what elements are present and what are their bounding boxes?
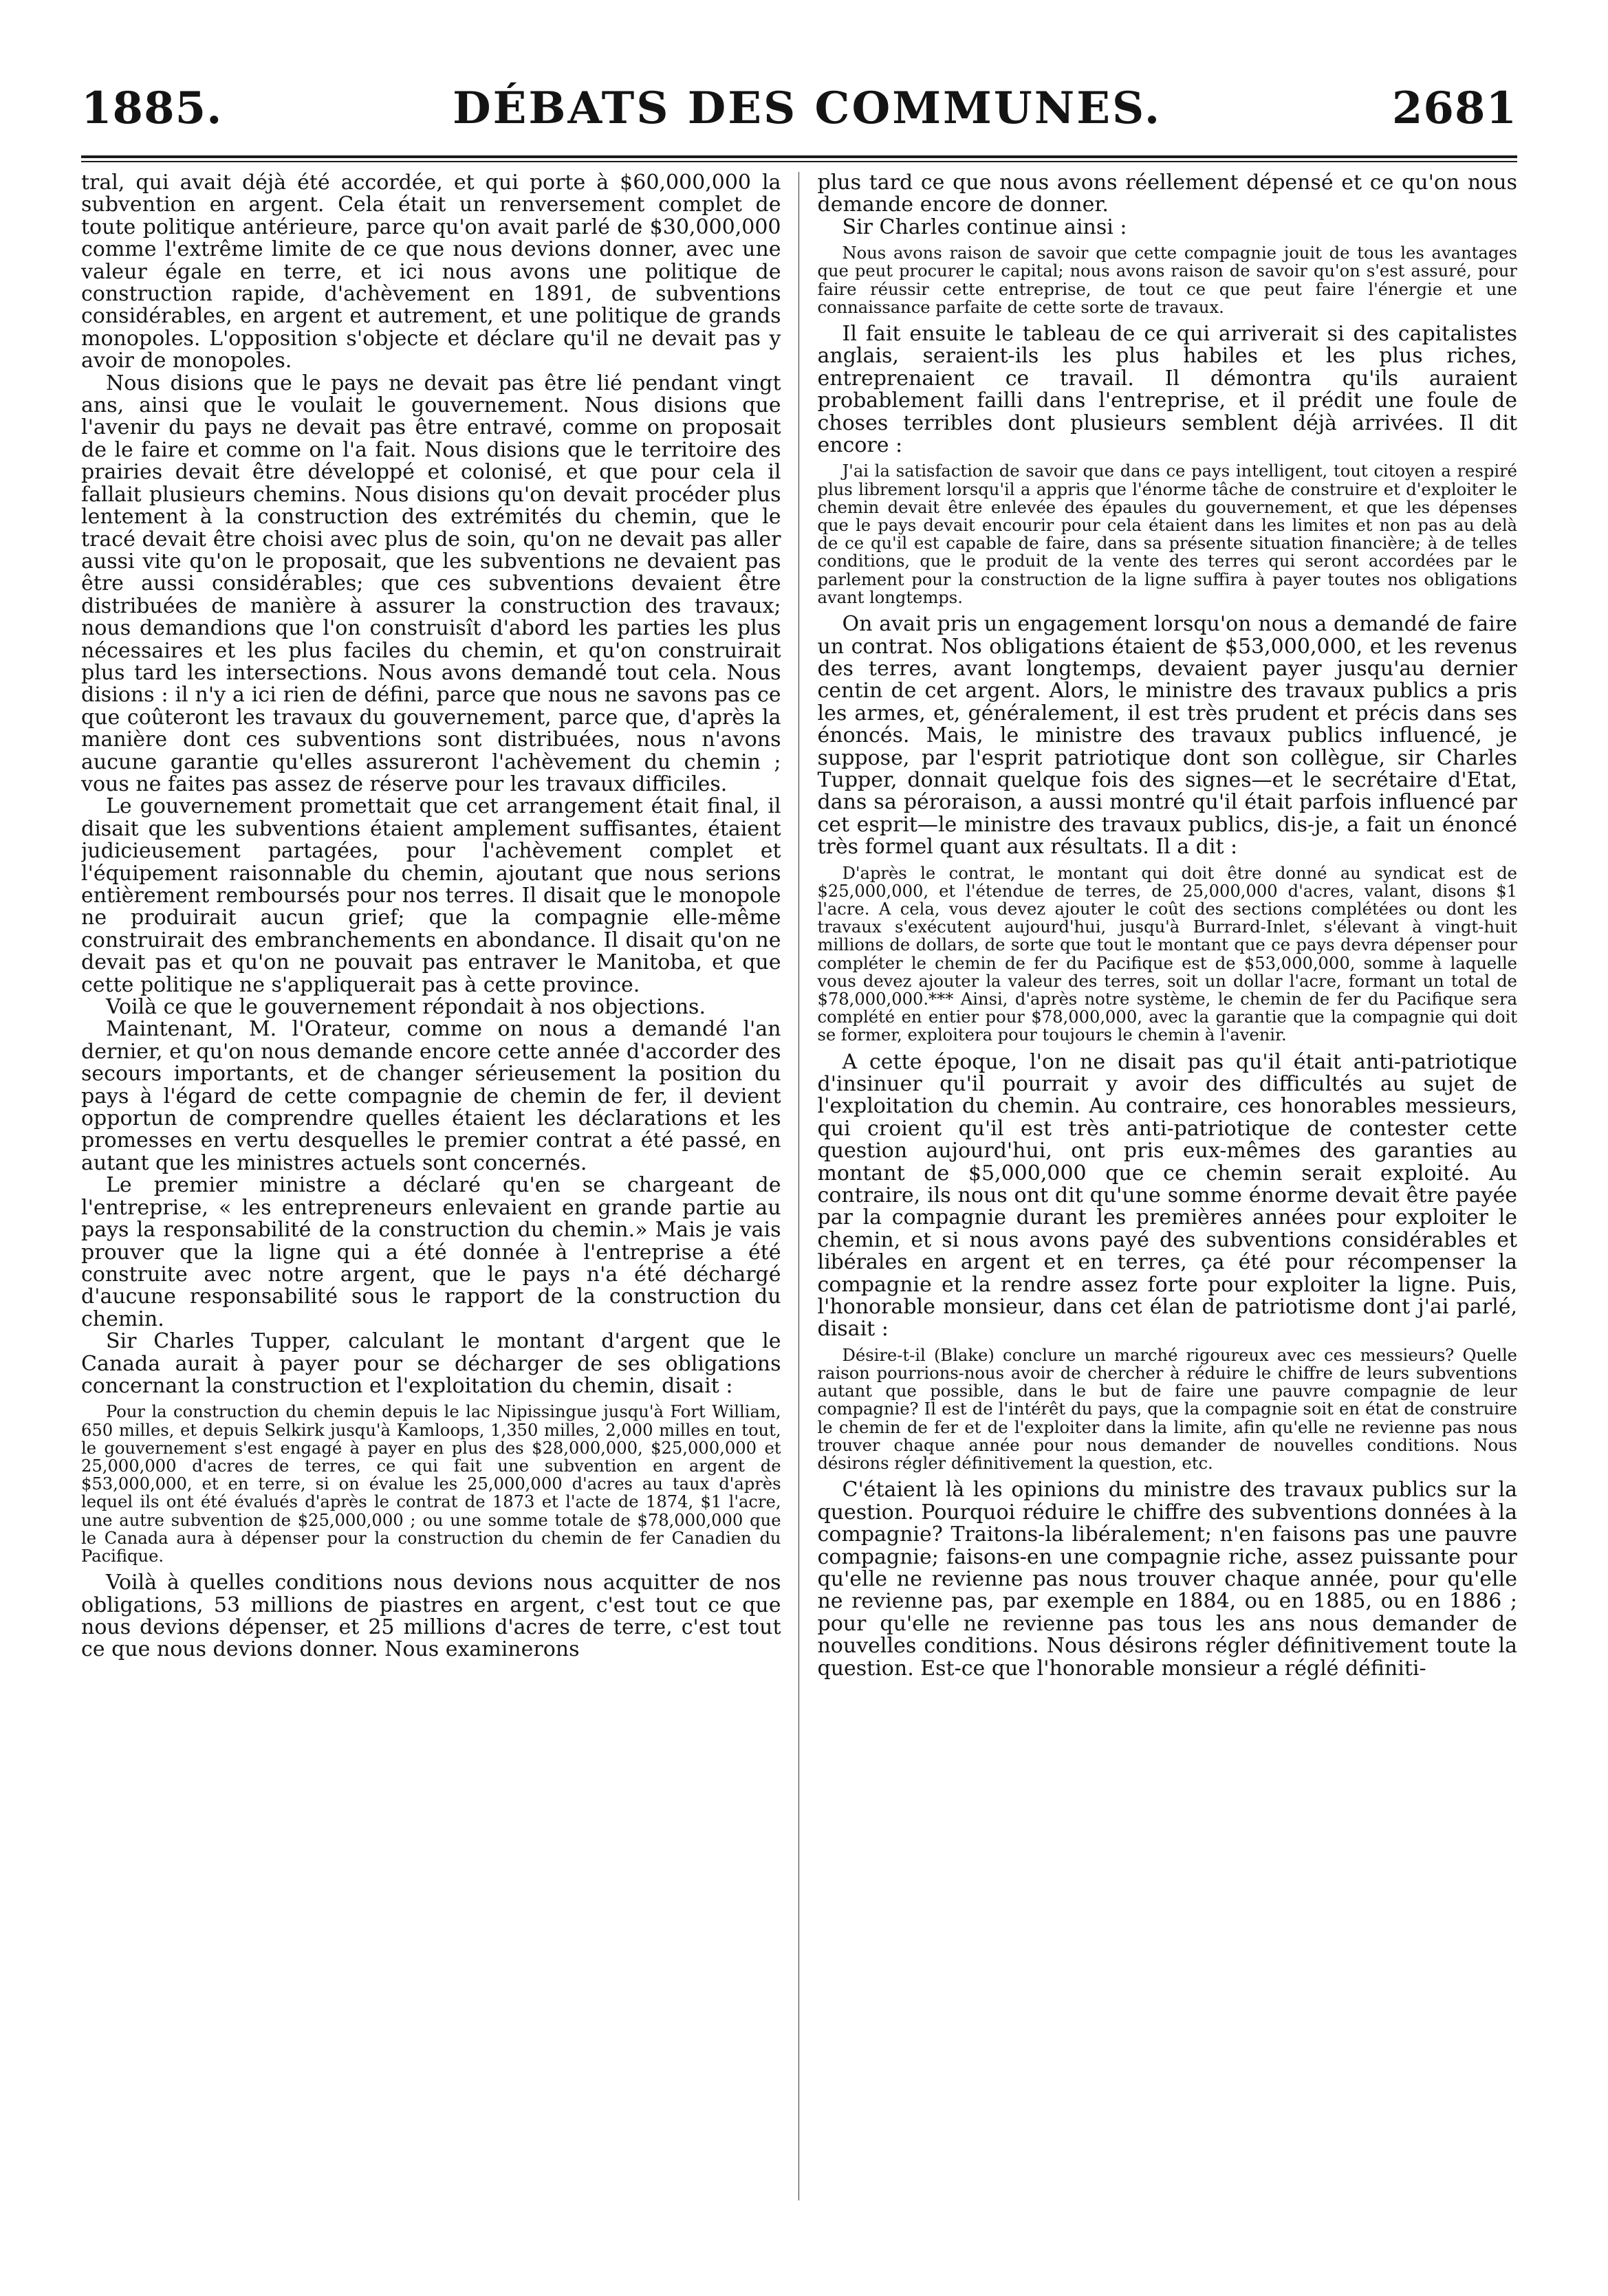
- right-paragraph-6: C'étaient là les opinions du ministre des travaux publics sur la question. Pourquoi réduire le chiffre des subventions données à la compagnie? Traitons-la libéralement; n'en faisons pas une pauvre compagnie; faisons-en une compagnie riche, assez puissante pour qu'elle ne revienne pas nous trouver chaque année, pour qu'elle ne revienne pas, par exemple en 1884, ou en 1885, ou en 1886 ; pour qu'elle ne revienne pas tous les ans nous demander de nouvelles conditions. Nous désirons régler définitivement toute la question. Est-ce que l'honorable monsieur a réglé définiti-: [817, 1478, 1517, 1681]
- left-column: [81, 172, 781, 2221]
- header-title: DÉBATS DES COMMUNES.: [453, 83, 1162, 134]
- right-column: [817, 172, 1517, 2221]
- left-paragraph-4: Voilà ce que le gouvernement répondait à nos objections.: [106, 995, 706, 1020]
- left-paragraph-1: tral, qui avait déjà été accordée, et qui porte à $60,000,000 la subvention en argent. Cela était un renversement complet de toute politique antérieure, parce qu'on avait parlé de $30,000,000 comme l'extrême limite de ce que nous devions donner, avec une valeur égale en terre, et ici nous avons une politique de construction rapide, d'achèvement en 1891, de subventions considérables, en argent et autrement, et une politique de grands monopoles. L'opposition s'objecte et déclare qu'il ne devait pas y avoir de monopoles.: [81, 172, 781, 373]
- left-paragraph-2: Nous disions que le pays ne devait pas être lié pendant vingt ans, ainsi que le voulait le gouvernement. Nous disions que l'avenir du pays ne devait pas être entravé, comme on proposait de le faire et comme on l'a fait. Nous disions que le territoire des prairies devait être développé et colonisé, et que pour cela il fallait plusieurs chemins. Nous disions qu'on devait procéder plus lentement à la construction des extrémités du chemin, que le tracé devait être choisi avec plus de soin, qu'on ne devait pas aller aussi vite qu'on le proposait, que les subventions ne devaient pas être aussi considérables; que ces subventions devaient être distribuées de manière à assurer la construction des travaux; nous demandions que l'on construisît d'abord les parties les plus nécessaires et les plus faciles du chemin, et qu'on construirait plus tard les intersections. Nous avons demandé tout cela. Nous disions : il n'y a ici rien de défini, parce que nous ne savons pas ce que coûteront les travaux du gouvernement, parce que, d'après la manière dont ces subventions sont distribuées, nous n'avons aucune garantie qu'elles assureront l'achèvement du chemin ; vous ne faites pas assez de réserve pour les travaux difficiles.: [81, 371, 781, 796]
- page-header: [81, 83, 1517, 139]
- right-quotation-2: J'ai la satisfaction de savoir que dans ce pays intelligent, tout citoyen a respiré plus librement lorsqu'il a appris que l'énorme tâche de construire et d'exploiter le chemin devait être enlevée des épaules du gouvernement, et que les dépenses que le pays devait encourir pour cela étaient dans les limites et non pas au delà de ce qu'il est capable de faire, dans sa présente situation financière; à de telles conditions, que le produit de la vente des terres qui seront accordées par le parlement pour la construction de la ligne suffira à payer toutes nos obligations avant longtemps.: [817, 461, 1517, 607]
- right-paragraph-1: plus tard ce que nous avons réellement dépensé et ce qu'on nous demande encore de donner.: [817, 172, 1517, 217]
- left-paragraph-6: Le premier ministre a déclaré qu'en se chargeant de l'entreprise, « les entrepreneurs enlevaient en grande partie au pays la responsabilité de la construction du chemin.» Mais je vais prouver que la ligne qui a été donnée à l'entreprise a été construite avec notre argent, que le pays n'a été déchargé d'aucune responsabilité sous le rapport de la construction du chemin.: [81, 1173, 781, 1331]
- right-paragraph-5: A cette époque, l'on ne disait pas qu'il était anti-patriotique d'insinuer qu'il pourrait y avoir des difficultés au sujet de l'exploitation du chemin. Au contraire, ces honorables messieurs, qui croient qu'il est très anti-patriotique de contester cette question aujourd'hui, ont pris eux-mêmes des garanties au montant de $5,000,000 que ce chemin serait exploité. Au contraire, ils nous ont dit qu'une somme énorme devait être payée par la compagnie durant les premières années pour exploiter le chemin, et si nous avons payé des subventions considérables et libérales en argent et en terres, ça été pour récompenser la compagnie et la rendre assez forte pour exploiter la ligne. Puis, l'honorable monsieur, dans cet élan de patriotisme dont j'ai parlé, disait :: [817, 1049, 1517, 1342]
- right-quotation-4: Désire-t-il (Blake) conclure un marché rigoureux avec ces messieurs? Quelle raison pourrions-nous avoir de chercher à réduire le chiffre de leurs subventions autant que possible, dans le but de faire une pauvre compagnie de leur compagnie? Il est de l'intérêt du pays, que la compagnie soit en état de construire le chemin de fer et de l'exploiter dans la limite, afin qu'elle ne revienne pas nous trouver chaque année pour nous demander de nouvelles conditions. Nous désirons régler définitivement la question, etc.: [817, 1345, 1517, 1474]
- left-paragraph-3: Le gouvernement promettait que cet arrangement était final, il disait que les subventions étaient amplement suffisantes, étaient judicieusement partagées, pour l'achèvement complet et l'équipement raisonnable du chemin, ajoutant que nous serions entièrement remboursés pour nos terres. Il disait que le monopole ne produirait aucun grief; que la compagnie elle-même construirait des embranchements en abondance. Il disait qu'on ne devait pas et qu'on ne pouvait pas entraver le Manitoba, et que cette politique ne s'appliquerait pas à cette province.: [81, 794, 781, 997]
- right-paragraph-2: Sir Charles continue ainsi :: [842, 215, 1127, 239]
- header-year: 1885.: [81, 83, 223, 134]
- left-paragraph-5: Maintenant, M. l'Orateur, comme on nous a demandé l'an dernier, et qu'on nous demande encore cette année d'accorder des secours importants, et de changer sérieusement la position du pays à l'égard de cette compagnie de chemin de fer, il devient opportun de comprendre quelles étaient les déclarations et les promesses en vertu desquelles le premier contrat a été passé, en autant que les ministres actuels sont concernés.: [81, 1017, 781, 1175]
- left-paragraph-8: Voilà à quelles conditions nous devions nous acquitter de nos obligations, 53 millions de piastres en argent, c'est tout ce que nous devions dépenser, et 25 millions d'acres de terre, c'est tout ce que nous devions donner. Nous examinerons: [81, 1571, 781, 1662]
- right-quotation-3: D'après le contrat, le montant qui doit être donné au syndicat est de $25,000,000, et l'étendue de terres, de 25,000,000 d'acres, valant, disons $1 l'acre. A cela, vous devez ajouter le coût des sections complétées ou dont les travaux s'exécutent aujourd'hui, jusqu'à Burrard-Inlet, s'élevant à vingt-huit millions de dollars, de sorte que tout le montant que ce pays devra dépenser pour compléter le chemin de fer du Pacifique est de $53,000,000, somme à laquelle vous devez ajouter la valeur des terres, soit un dollar l'acre, formant un total de $78,000,000.*** Ainsi, d'après notre système, le chemin de fer du Pacifique sera complété en entier pour $78,000,000, avec la garantie que la compagnie qui doit se former, exploitera pour toujours le chemin à l'avenir.: [817, 863, 1517, 1045]
- header-rule-thin: [81, 161, 1517, 162]
- right-quotation-1: Nous avons raison de savoir que cette compagnie jouit de tous les avantages que peut procurer le capital; nous avons raison de savoir qu'on s'est assuré, pour faire réussir cette entreprise, de tout ce que peut faire l'énergie et une connaissance parfaite de cette sorte de travaux.: [817, 243, 1517, 317]
- left-quotation-1: Pour la construction du chemin depuis le lac Nipissingue jusqu'à Fort William, 650 milles, et depuis Selkirk jusqu'à Kamloops, 1,350 milles, 2,000 milles en tout, le gouvernement s'est engagé à payer en plus des $28,000,000, $25,000,000 et 25,000,000 d'acres de terres, ce qui fait une subvention en argent de $53,000,000, et en terre, si on évalue les 25,000,000 d'acres au taux d'après lequel ils ont été évalués d'après le contrat de 1873 et l'acte de 1874, $1 l'acre, une autre subvention de $25,000,000 ; ou une somme totale de $78,000,000 que le Canada aura à dépenser pour la construction du chemin de fer Canadien du Pacifique.: [81, 1402, 781, 1566]
- right-paragraph-4: On avait pris un engagement lorsqu'on nous a demandé de faire un contrat. Nos obligations étaient de $53,000,000, et les revenus des terres, avant longtemps, devaient payer jusqu'au dernier centin de cet argent. Alors, le ministre des travaux publics a pris les armes, et, généralement, il est très prudent et précis dans ses énoncés. Mais, le ministre des travaux publics influencé, je suppose, par l'esprit patriotique dont son collègue, sir Charles Tupper, donnait quelque fois des signes—et le secrétaire d'Etat, dans sa péroraison, a aussi montré qu'il était parfois influencé par cet esprit—le ministre des travaux publics, dis-je, a fait un énoncé très formel quant aux résultats. Il a dit :: [817, 612, 1517, 860]
- column-divider: [798, 172, 800, 2200]
- header-rule-thick: [81, 155, 1517, 158]
- right-paragraph-3: Il fait ensuite le tableau de ce qui arriverait si des capitalistes anglais, seraient-ils les plus habiles et les plus riches, entreprenaient ce travail. Il démontra qu'ils auraient probablement failli dans l'entreprise, et il prédit une foule de choses terribles dont plusieurs semblent déjà arrivées. Il dit encore :: [817, 322, 1517, 458]
- left-paragraph-7: Sir Charles Tupper, calculant le montant d'argent que le Canada aurait à payer pour se décharger de ses obligations concernant la construction et l'exploitation du chemin, disait :: [81, 1329, 781, 1398]
- header-page-number: 2681: [1391, 83, 1517, 134]
- text-columns: [81, 172, 1517, 2221]
